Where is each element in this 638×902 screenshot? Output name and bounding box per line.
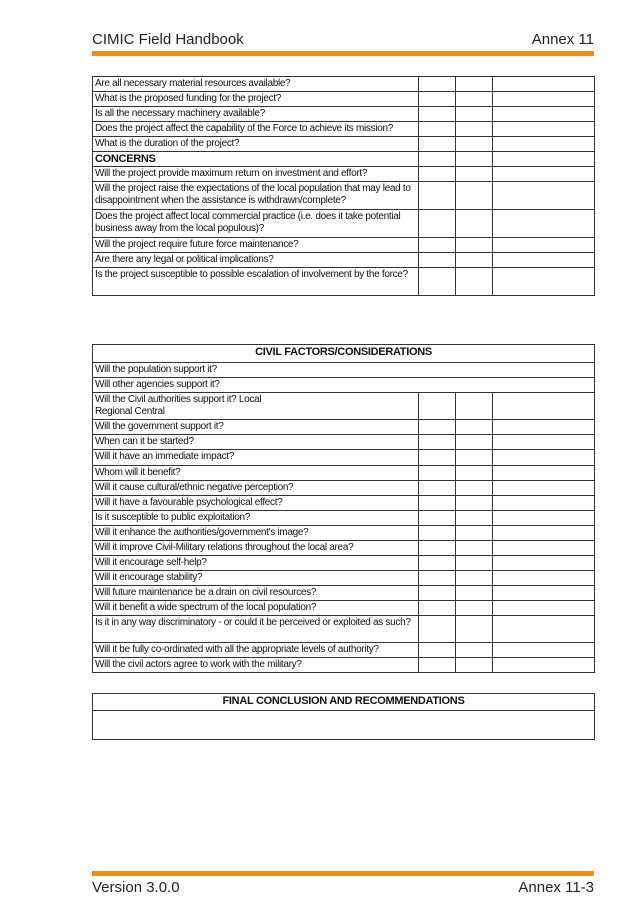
answer-cell[interactable] — [419, 210, 456, 238]
answer-cell[interactable] — [419, 253, 456, 268]
comment-cell[interactable] — [493, 511, 595, 526]
question-cell: Will the project provide maximum return on investment and effort? — [93, 167, 419, 182]
question-cell: Will it cause cultural/ethnic negative perception? — [93, 481, 419, 496]
answer-cell[interactable] — [456, 107, 493, 122]
question-cell: What is the duration of the project? — [93, 137, 419, 152]
comment-cell[interactable] — [493, 253, 595, 268]
question-cell: Is it in any way discriminatory - or could it be perceived or exploited as such? — [93, 616, 419, 643]
table-row — [93, 435, 595, 450]
table-row — [93, 268, 595, 296]
answer-cell[interactable] — [419, 122, 456, 137]
answer-cell[interactable] — [456, 526, 493, 541]
header-rule — [92, 51, 594, 56]
question-cell: Will it improve Civil-Military relations throughout the local area? — [93, 541, 419, 556]
answer-cell[interactable] — [456, 210, 493, 238]
table-row — [93, 526, 595, 541]
comment-cell[interactable] — [493, 466, 595, 481]
answer-cell[interactable] — [456, 182, 493, 210]
answer-cell[interactable] — [456, 571, 493, 586]
version-label: Version 3.0.0 — [92, 879, 180, 896]
answer-cell[interactable] — [419, 658, 456, 673]
comment-cell[interactable] — [493, 435, 595, 450]
answer-cell[interactable] — [419, 556, 456, 571]
conclusion-text-area[interactable] — [93, 711, 595, 740]
table-row — [93, 363, 595, 378]
comment-cell[interactable] — [493, 420, 595, 435]
answer-cell[interactable] — [456, 77, 493, 92]
answer-cell[interactable] — [419, 77, 456, 92]
answer-cell[interactable] — [456, 658, 493, 673]
answer-cell[interactable] — [456, 496, 493, 511]
comment-cell[interactable] — [493, 658, 595, 673]
answer-cell[interactable] — [456, 152, 493, 167]
table-row — [93, 182, 595, 210]
answer-cell[interactable] — [456, 601, 493, 616]
answer-cell[interactable] — [456, 393, 493, 420]
comment-cell[interactable] — [493, 268, 595, 296]
comment-cell[interactable] — [493, 496, 595, 511]
comment-cell[interactable] — [493, 92, 595, 107]
question-cell: Will the civil actors agree to work with the military? — [93, 658, 419, 673]
comment-cell[interactable] — [493, 556, 595, 571]
answer-cell[interactable] — [456, 92, 493, 107]
answer-cell[interactable] — [456, 616, 493, 643]
question-cell: What is the proposed funding for the project? — [93, 92, 419, 107]
answer-cell[interactable] — [419, 643, 456, 658]
question-cell: Will it encourage stability? — [93, 571, 419, 586]
comment-cell[interactable] — [493, 541, 595, 556]
question-cell — [93, 393, 419, 420]
comment-cell[interactable] — [493, 586, 595, 601]
answer-cell[interactable] — [456, 137, 493, 152]
comment-cell[interactable] — [493, 643, 595, 658]
answer-cell[interactable] — [419, 152, 456, 167]
answer-cell[interactable] — [456, 450, 493, 466]
table-row — [93, 571, 595, 586]
handbook-title: CIMIC Field Handbook — [92, 31, 244, 48]
table-row — [93, 167, 595, 182]
table-row — [93, 253, 595, 268]
comment-cell[interactable] — [493, 616, 595, 643]
answer-cell[interactable] — [419, 167, 456, 182]
comment-cell[interactable] — [493, 481, 595, 496]
question-cell: Will it benefit a wide spectrum of the local population? — [93, 601, 419, 616]
table-heading-row — [93, 694, 595, 711]
comment-cell[interactable] — [493, 393, 595, 420]
answer-cell[interactable] — [419, 435, 456, 450]
table-heading-row — [93, 345, 595, 363]
answer-cell[interactable] — [456, 253, 493, 268]
answer-cell[interactable] — [419, 481, 456, 496]
comment-cell[interactable] — [493, 152, 595, 167]
answer-cell[interactable] — [419, 420, 456, 435]
answer-cell[interactable] — [456, 268, 493, 296]
answer-cell[interactable] — [456, 420, 493, 435]
question-cell: Is all the necessary machinery available? — [93, 107, 419, 122]
answer-cell[interactable] — [419, 541, 456, 556]
answer-cell[interactable] — [456, 556, 493, 571]
table-row — [93, 556, 595, 571]
table-row — [93, 496, 595, 511]
table-row — [93, 77, 595, 92]
question-cell: Will it have a favourable psychological effect? — [93, 496, 419, 511]
answer-cell[interactable] — [456, 511, 493, 526]
answer-cell[interactable] — [419, 511, 456, 526]
question-cell: Are all necessary material resources available? — [93, 77, 419, 92]
answer-cell[interactable] — [456, 541, 493, 556]
question-cell: Will future maintenance be a drain on civil resources? — [93, 586, 419, 601]
answer-cell[interactable] — [419, 92, 456, 107]
comment-cell[interactable] — [493, 107, 595, 122]
table-row — [93, 378, 595, 393]
annex-label: Annex 11 — [531, 31, 594, 48]
question-line: Regional Central — [95, 406, 165, 417]
answer-cell[interactable] — [456, 238, 493, 253]
table-row — [93, 481, 595, 496]
question-cell: Will other agencies support it? — [93, 378, 595, 393]
section-heading-row — [93, 152, 595, 167]
conclusion-table — [92, 693, 595, 740]
question-cell: Will the project require future force maintenance? — [93, 238, 419, 253]
question-cell: Are there any legal or political implications? — [93, 253, 419, 268]
comment-cell[interactable] — [493, 526, 595, 541]
comment-cell[interactable] — [493, 238, 595, 253]
table-row — [93, 586, 595, 601]
answer-cell[interactable] — [456, 122, 493, 137]
comment-cell[interactable] — [493, 450, 595, 466]
answer-cell[interactable] — [419, 107, 456, 122]
comment-cell[interactable] — [493, 182, 595, 210]
table-row — [93, 658, 595, 673]
answer-cell[interactable] — [419, 496, 456, 511]
table-row — [93, 466, 595, 481]
conclusion-heading: FINAL CONCLUSION AND RECOMMENDATIONS — [93, 694, 595, 711]
table-row — [93, 238, 595, 253]
civil-factors-table — [92, 344, 595, 673]
question-cell: Will it encourage self-help? — [93, 556, 419, 571]
table-row — [93, 107, 595, 122]
question-cell: Is it susceptible to public exploitation? — [93, 511, 419, 526]
answer-cell[interactable] — [456, 435, 493, 450]
answer-cell[interactable] — [419, 571, 456, 586]
page-number: Annex 11-3 — [518, 879, 594, 896]
table-row — [93, 601, 595, 616]
question-cell: Will the population support it? — [93, 363, 595, 378]
table-row — [93, 450, 595, 466]
table-row — [93, 616, 595, 643]
answer-cell[interactable] — [419, 526, 456, 541]
question-cell: Does the project affect the capability of the Force to achieve its mission? — [93, 122, 419, 137]
question-cell: Will it be fully co-ordinated with all the appropriate levels of authority? — [93, 643, 419, 658]
concerns-heading: CONCERNS — [93, 152, 419, 167]
answer-cell[interactable] — [419, 466, 456, 481]
answer-cell[interactable] — [419, 238, 456, 253]
question-cell: Will the government support it? — [93, 420, 419, 435]
checklist-table-1 — [92, 76, 595, 296]
table-row — [93, 643, 595, 658]
table-row — [93, 511, 595, 526]
question-cell: Will it enhance the authorities/government's image? — [93, 526, 419, 541]
answer-cell[interactable] — [419, 601, 456, 616]
answer-cell[interactable] — [419, 137, 456, 152]
answer-cell[interactable] — [419, 393, 456, 420]
comment-cell[interactable] — [493, 167, 595, 182]
comment-cell[interactable] — [493, 137, 595, 152]
table-row — [93, 711, 595, 740]
question-cell: Whom will it benefit? — [93, 466, 419, 481]
page-header — [92, 30, 594, 50]
answer-cell[interactable] — [419, 182, 456, 210]
question-cell: Is the project susceptible to possible escalation of involvement by the force? — [93, 268, 419, 296]
comment-cell[interactable] — [493, 210, 595, 238]
comment-cell[interactable] — [493, 77, 595, 92]
question-cell: Will the project raise the expectations of the local population that may lead to disappointment when the assistance is withdrawn/complete? — [93, 182, 419, 210]
footer-rule — [92, 871, 594, 876]
page-footer — [92, 878, 594, 898]
question-cell: When can it be started? — [93, 435, 419, 450]
answer-cell[interactable] — [456, 643, 493, 658]
answer-cell[interactable] — [419, 586, 456, 601]
table-row — [93, 92, 595, 107]
question-cell: Will it have an immediate impact? — [93, 450, 419, 466]
question-cell: Does the project affect local commercial practice (i.e. does it take potential business away from the local populous)? — [93, 210, 419, 238]
civil-factors-heading: CIVIL FACTORS/CONSIDERATIONS — [93, 345, 595, 363]
table-row — [93, 122, 595, 137]
comment-cell[interactable] — [493, 601, 595, 616]
table-row — [93, 420, 595, 435]
answer-cell[interactable] — [456, 586, 493, 601]
table-row — [93, 210, 595, 238]
table-row — [93, 137, 595, 152]
answer-cell[interactable] — [419, 268, 456, 296]
answer-cell[interactable] — [456, 167, 493, 182]
comment-cell[interactable] — [493, 122, 595, 137]
comment-cell[interactable] — [493, 571, 595, 586]
question-line: Will the Civil authorities support it? Local — [95, 394, 262, 405]
table-row — [93, 393, 595, 420]
answer-cell[interactable] — [456, 466, 493, 481]
answer-cell[interactable] — [419, 616, 456, 643]
table-row — [93, 541, 595, 556]
answer-cell[interactable] — [419, 450, 456, 466]
answer-cell[interactable] — [456, 481, 493, 496]
